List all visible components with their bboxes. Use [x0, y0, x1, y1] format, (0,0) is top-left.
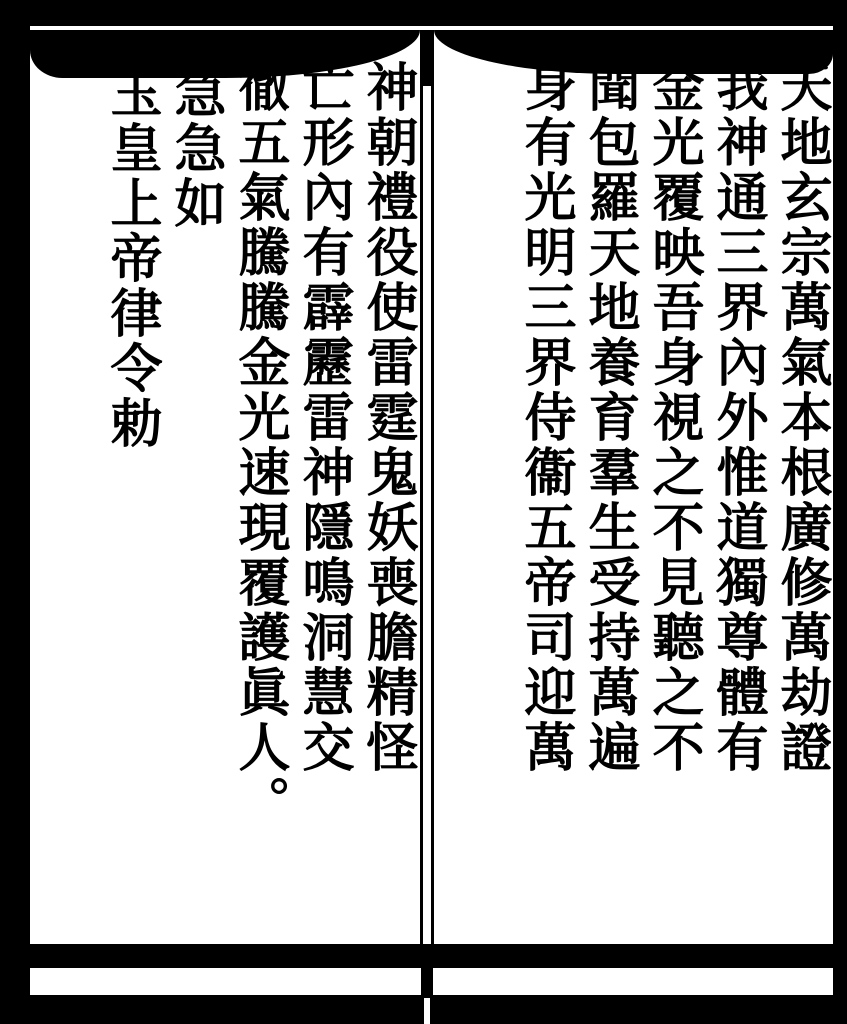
text-column: 金光覆映吾身視之不見聽之不 [643, 60, 704, 775]
page-border-right [833, 0, 847, 1024]
text-column: 神朝禮役使雷霆鬼妖喪膽精怪 [357, 60, 418, 775]
text-column: 亡形內有霹靂雷神隱鳴洞慧交 [293, 60, 354, 775]
right-leaf-text-block [440, 56, 832, 936]
text-column: 聞包羅天地養育羣生受持萬遍 [579, 60, 640, 775]
text-column: 玉皇上帝律令勅 [101, 66, 162, 451]
page-border-left [0, 0, 30, 1024]
text-column: 天地玄宗萬氣本根廣修萬劫證 [771, 60, 832, 775]
text-column: 徹五氣騰騰金光速現覆護眞人。 [229, 60, 290, 830]
text-column: 我神通三界內外惟道獨尊體有 [707, 60, 768, 775]
book-gutter [420, 30, 434, 944]
left-leaf-text-block [38, 56, 418, 936]
page-border-top [0, 0, 847, 26]
book-gutter-highlight [423, 86, 431, 944]
text-column: 急急如 [165, 66, 226, 231]
text-column: 身有光明三界侍衞五帝司迎萬 [515, 60, 576, 775]
book-spine-tab-highlight [424, 998, 430, 1024]
